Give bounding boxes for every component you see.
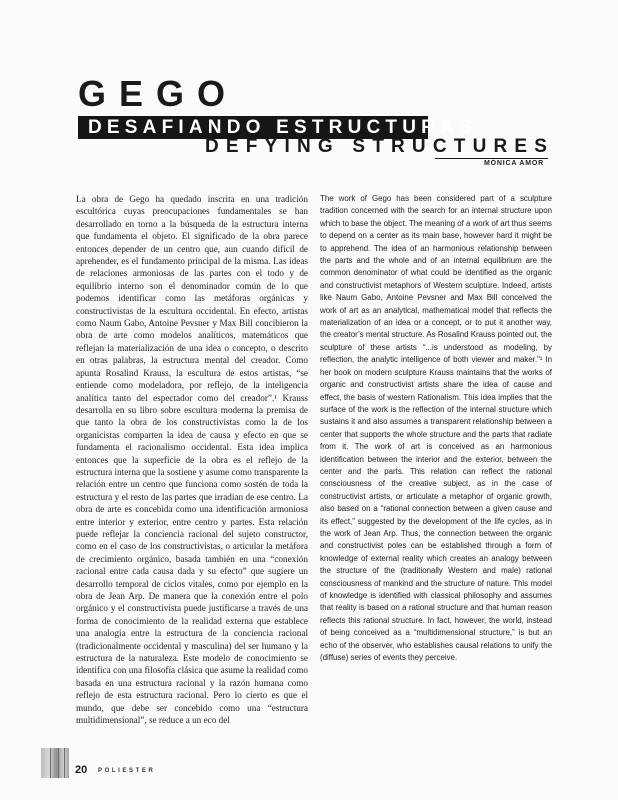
page-number: 20 <box>75 764 88 776</box>
magazine-name: POLIESTER <box>98 768 156 774</box>
english-column: The work of Gego has been considered part of a sculpture tradition concerned with the search for an internal structure upon which to base the object. The meaning of a work of art thus seems to depend on a center as its main base, however hard it might be to apprehend. The idea of an harmonious relationship between the parts and the whole and of an internal equilibrium are the common denominator of what could be identified as the organic and constructivist metaphors of Western sculpture. Indeed, artists like Naum Gabo, Antoine Pevsner and Max Bill conceived the work of art as an analytical, mathematical model that reflects the materialization of an idea or a concept, or to put it another way, the creator’s mental structure. As Rosalind Krauss pointed out, the sculpture of these artists “...is understood as modeling, by reflection, the analytic intelligence of both viewer and maker.”¹ In her book on modern sculpture Krauss maintains that the works of organic and constructivist artists share the idea of cause and effect, the basis of western Rationalism. This idea implies that the surface of the work is the reflection of the internal structure which sustains it and also assumes a transparent relationship between a center that supports the whole structure and the parts that radiate from it. The work of art is conceived as an harmonious identification between the interior and the exterior, between the center and the parts. This relation can reflect the rational consciousness of the creative subject, as in the case of constructivist artists, or articulate a metaphor of organic growth, also based on a “rational connection between a given cause and its effect,” suggested by the development of the life cycles, as in the work of Jean Arp. Thus, the connection between the organic and constructivist poles can be established through a form of knowledge of external reality which creates an analogy between the structure of the (traditionally Western and male) rational consciousness of mankind and the structure of nature. This model of knowledge is identified with classical philosophy and assumes that reality is based on a rational structure and that human reason reflects this rational structure. In fact, however, the world, instead of being conceived as a “multidimensional structure,” is but an echo of the observer, who establishes causal relations to unify the (diffuse) series of events they perceive. <box>320 194 552 663</box>
spanish-column: La obra de Gego ha quedado inscrita en una tradición escultórica cuyas preocupaciones fundamentales se han desarrollado en torno a la búsqueda de la estructura interna que fundamenta el objeto. El significado de la obra parece entonces depender de un centro que, aun cuando difícil de aprehender, es el fundamento principal de la misma. Las ideas de relaciones armoniosas de las partes con el todo y de equilibrio interno son el denominador común de lo que podemos identificar como las metáforas orgánicas y constructivistas de la escultura occidental. En efecto, artistas como Naum Gabo, Antoine Pevsner y Max Bill concibieron la obra de arte como modelos analíticos, matemáticos que reflejan la materialización de una idea o concepto, o descrito en otras palabras, la estructura mental del creador. Como apunta Rosalind Krauss, la escultura de estos artistas, “se entiende como modeladora, por reflejo, de la inteligencia analítica tanto del espectador como del creador”.¹ Krauss desarrolla en su libro sobre escultura moderna la premisa de que tanto la obra de los constructivistas como la de los organicistas comparten la idea de causa y efecto en que se fundamenta el racionalismo occidental. Esta idea implica entonces que la superficie de la obra es el reflejo de la estructura interna que la sostiene y asume como transparente la relación entre un centro que funciona como sostén de toda la estructura y el resto de las partes que irradian de ese centro. La obra de arte es concebida como una identificación armoniosa entre interior y exterior, entre centro y partes. Esta relación puede reflejar la conciencia racional del sujeto constructor, como en el caso de los constructivistas, o articular la metáfora de crecimiento orgánico, basada también en una “conexión racional entre cada causa dada y su efecto” que sugiere un desarrollo temporal de ciclos vitales, como por ejemplo en la obra de Jean Arp. De manera que la conexión entre el polo orgánico y el constructivista puede justificarse a través de una forma de conocimiento de la realidad externa que establece una analogía entre la estructura de la conciencia racional (tradicionalmente occidental y masculina) del ser humano y la estructura de la naturaleza. Este modelo de conocimiento se identifica con una filosofía clásica que asume la realidad como basada en una estructura racional y la razón humana como reflejo de esta estructura racional. Pero lo cierto es que el mundo, que debe ser concebido como una “estructura multidimensional”, se reduce a un eco del <box>76 194 308 726</box>
author-byline: MÓNICA AMOR <box>484 160 544 167</box>
thumbnail-line <box>58 748 59 778</box>
thumbnail-line <box>64 748 65 778</box>
english-title: DEFYING STRUCTURES <box>205 136 555 157</box>
spanish-title: DESAFIANDO ESTRUCTURAS <box>88 117 477 138</box>
artist-heading: GEGO <box>78 73 239 114</box>
thumbnail-line <box>50 748 51 778</box>
footer-thumbnail-image <box>41 748 69 778</box>
